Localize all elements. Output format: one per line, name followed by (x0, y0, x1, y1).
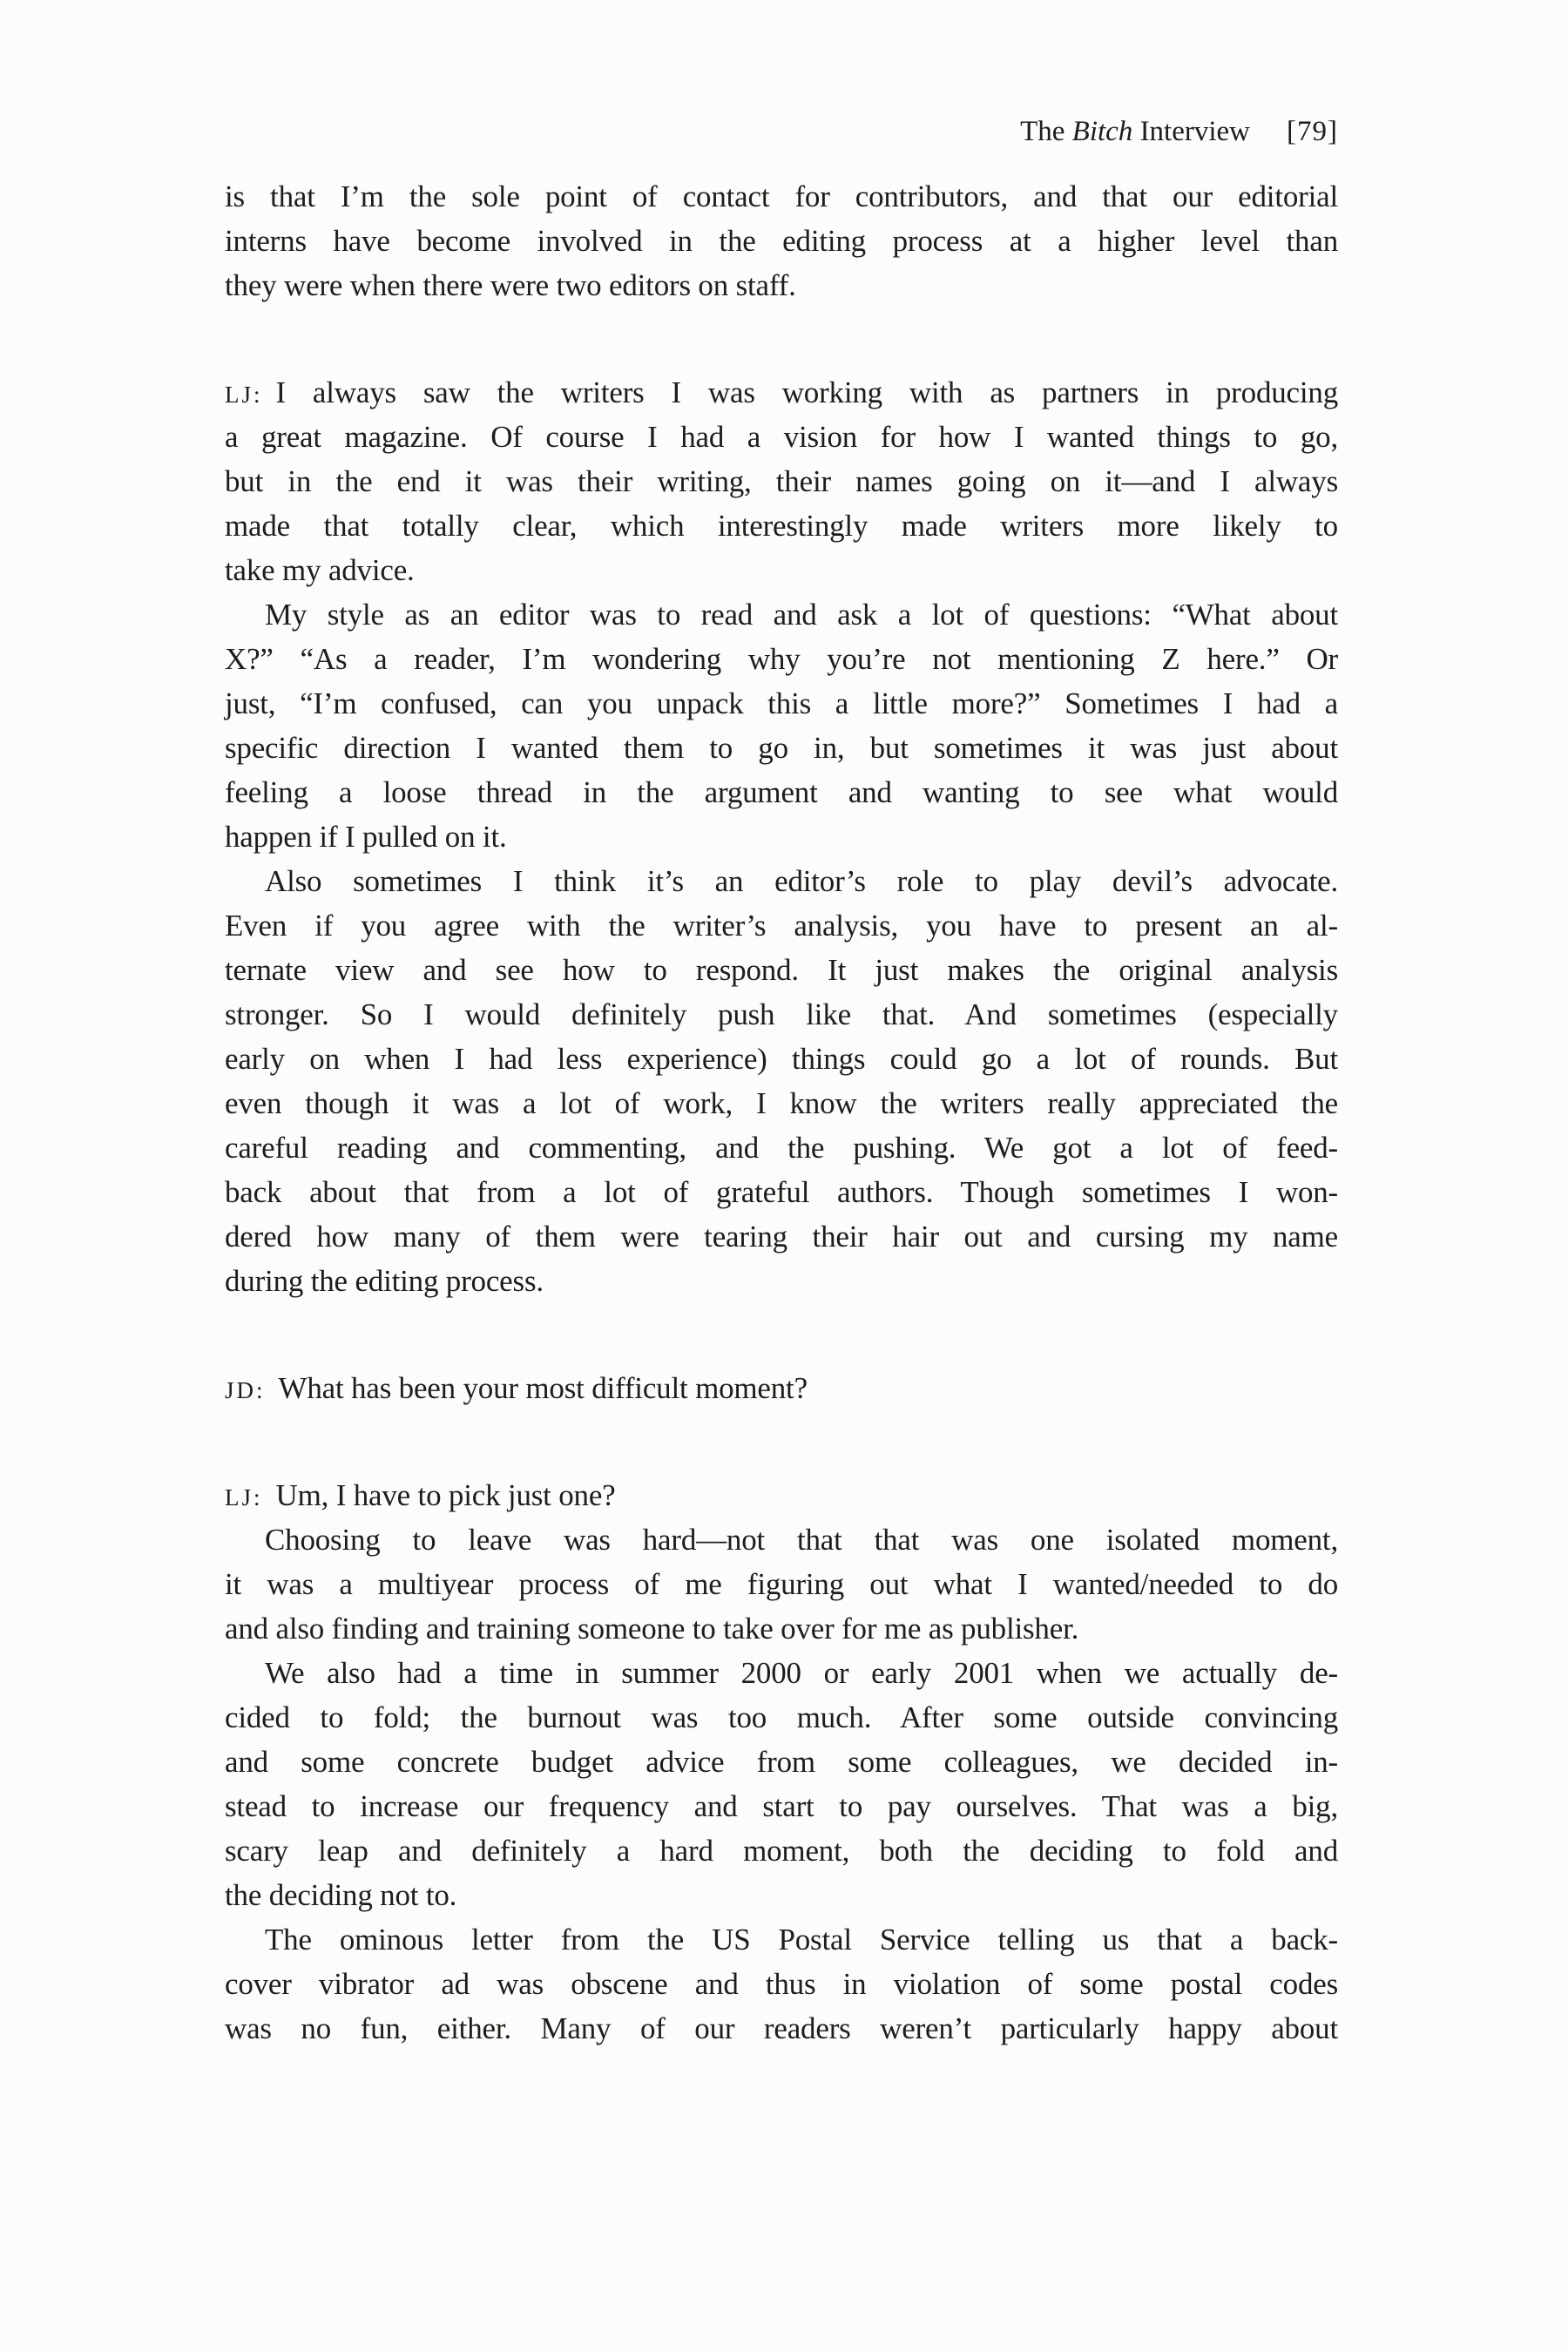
text-line (225, 174, 1338, 219)
text-line-content: happen if I pulled on it. (225, 820, 507, 854)
text-line-content: Choosing to leave was hard—not that that was one isolated moment, (265, 1523, 1338, 1557)
text-line (225, 1873, 1338, 1917)
speaker-block (225, 1366, 1338, 1410)
text-line (225, 1170, 1338, 1214)
text-line-content: interns have become involved in the editing process at a higher level than (225, 224, 1338, 258)
text-line-content: The ominous letter from the US Postal Service telling us that a back- (265, 1923, 1338, 1957)
text-line-content: just, “I’m confused, can you unpack this a little more?” Sometimes I had a (225, 686, 1338, 720)
text-line-content: is that I’m the sole point of contact for contributors, and that our editorial (225, 179, 1338, 213)
text-line-content: even though it was a lot of work, I know the writers really appreciated the (225, 1086, 1338, 1120)
chapter-title-suffix: Interview (1132, 116, 1251, 147)
text-line-content: back about that from a lot of grateful authors. Though sometimes I won- (225, 1175, 1338, 1209)
text-line (225, 219, 1338, 263)
text-line-content: Um, I have to pick just one? (275, 1478, 616, 1512)
text-line-content: they were when there were two editors on staff. (225, 268, 796, 302)
paragraph (225, 592, 1338, 859)
text-line (225, 1125, 1338, 1170)
text-line-content: and some concrete budget advice from some colleagues, we decided in- (225, 1745, 1338, 1779)
text-line-content: specific direction I wanted them to go in, but sometimes it was just about (225, 731, 1338, 765)
text-line-content: stead to increase our frequency and start to pay ourselves. That was a big, (225, 1789, 1338, 1823)
text-line (225, 1740, 1338, 1784)
speaker-block (225, 1473, 1338, 1517)
text-line (225, 2006, 1338, 2051)
speaker-label: JD: (225, 1377, 266, 1403)
text-line (225, 548, 1338, 592)
text-line (225, 992, 1338, 1037)
text-line (225, 726, 1338, 770)
text-line (225, 859, 1338, 903)
text-line-content: the deciding not to. (225, 1878, 457, 1912)
paragraph (225, 1517, 1338, 1651)
text-line (225, 1784, 1338, 1828)
text-line (225, 263, 1338, 308)
paragraph (225, 1917, 1338, 2051)
text-line (225, 1259, 1338, 1303)
text-line-content: it was a multiyear process of me figuring out what I wanted/needed to do (225, 1567, 1338, 1601)
text-line-content: X?” “As a reader, I’m wondering why you’re not mentioning Z here.” Or (225, 642, 1338, 676)
text-line (225, 459, 1338, 504)
text-line-content: but in the end it was their writing, their names going on it—and I always (225, 464, 1338, 498)
speaker-label: LJ: (225, 1484, 263, 1511)
text-line-content: ternate view and see how to respond. It just makes the original analysis (225, 953, 1338, 987)
body-text (225, 174, 1338, 2051)
text-line (225, 1037, 1338, 1081)
text-line (225, 1366, 1338, 1410)
text-line (225, 1828, 1338, 1873)
text-line (225, 1214, 1338, 1259)
text-line-content: during the editing process. (225, 1264, 544, 1298)
text-line (225, 770, 1338, 814)
running-header (225, 113, 1338, 150)
chapter-title-prefix: The (1020, 116, 1072, 147)
text-line-content: early on when I had less experience) things could go a lot of rounds. But (225, 1042, 1338, 1076)
text-line (225, 1473, 1338, 1517)
text-line (225, 1562, 1338, 1606)
text-line (225, 370, 1338, 415)
text-line-content: take my advice. (225, 553, 415, 587)
text-line (225, 1651, 1338, 1695)
text-line (225, 903, 1338, 948)
text-line (225, 415, 1338, 459)
text-line (225, 1081, 1338, 1125)
text-line-content: careful reading and commenting, and the pushing. We got a lot of feed- (225, 1131, 1338, 1165)
text-line (225, 504, 1338, 548)
text-line (225, 1962, 1338, 2006)
paragraph (225, 1651, 1338, 1917)
paragraph (225, 174, 1338, 308)
text-line (225, 948, 1338, 992)
text-line-content: stronger. So I would definitely push like that. And sometimes (especially (225, 997, 1338, 1031)
page-number: [79] (1287, 116, 1338, 147)
speaker-block (225, 370, 1338, 592)
text-line (225, 814, 1338, 859)
text-line (225, 637, 1338, 681)
text-line-content: made that totally clear, which interestingly made writers more likely to (225, 509, 1338, 543)
text-line-content: dered how many of them were tearing their hair out and cursing my name (225, 1220, 1338, 1254)
chapter-title (1020, 113, 1250, 150)
text-line (225, 1517, 1338, 1562)
text-line-content: cided to fold; the burnout was too much. After some outside convincing (225, 1700, 1338, 1734)
text-line (225, 1606, 1338, 1651)
text-line (225, 592, 1338, 637)
speaker-label: LJ: (225, 382, 263, 408)
paragraph (225, 859, 1338, 1303)
text-line-content: I always saw the writers I was working with as partners in producing (275, 375, 1338, 409)
chapter-title-italic: Bitch (1071, 116, 1133, 147)
text-line-content: Even if you agree with the writer’s analysis, you have to present an al- (225, 909, 1338, 943)
text-line-content: scary leap and definitely a hard moment, both the deciding to fold and (225, 1834, 1338, 1868)
text-line-content: We also had a time in summer 2000 or early 2001 when we actually de- (265, 1656, 1338, 1690)
text-line-content: feeling a loose thread in the argument and wanting to see what would (225, 775, 1338, 809)
text-line-content: Also sometimes I think it’s an editor’s role to play devil’s advocate. (265, 864, 1338, 898)
text-line-content: cover vibrator ad was obscene and thus in violation of some postal codes (225, 1967, 1338, 2001)
text-line (225, 1917, 1338, 1962)
text-line-content: and also finding and training someone to take over for me as publisher. (225, 1612, 1079, 1646)
text-line-content: a great magazine. Of course I had a vision for how I wanted things to go, (225, 420, 1338, 454)
text-line-content: My style as an editor was to read and ask a lot of questions: “What about (265, 598, 1338, 632)
text-line (225, 681, 1338, 726)
text-line-content: What has been your most difficult moment? (278, 1371, 808, 1405)
text-line (225, 1695, 1338, 1740)
text-line-content: was no fun, either. Many of our readers weren’t particularly happy about (225, 2011, 1338, 2045)
